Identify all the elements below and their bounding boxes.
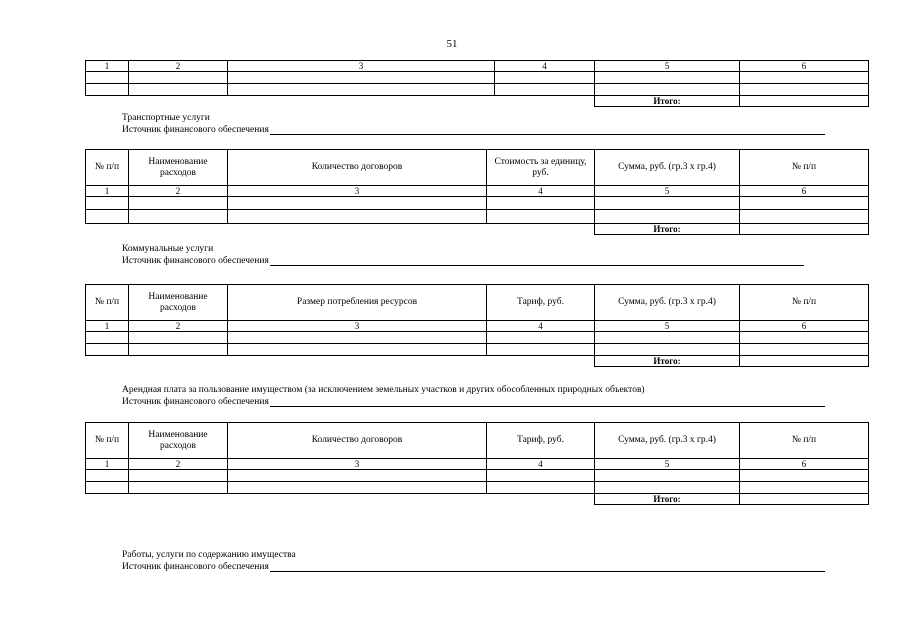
funding-source-underline <box>270 397 825 407</box>
funding-source-underline <box>270 256 804 266</box>
empty-cell <box>595 197 740 210</box>
empty-cell <box>228 197 487 210</box>
empty-cell <box>487 332 595 344</box>
empty-cell <box>740 72 869 84</box>
empty-cell <box>129 470 228 482</box>
empty-cell <box>487 197 595 210</box>
funding-source-label: Источник финансового обеспечения <box>122 562 269 572</box>
col-number: 6 <box>740 459 869 470</box>
empty-cell <box>595 332 740 344</box>
col-number: 5 <box>595 459 740 470</box>
col-number: 5 <box>595 61 740 72</box>
total-value-cell <box>740 224 869 235</box>
empty-cell <box>86 197 129 210</box>
total-label: Итого: <box>595 96 740 107</box>
empty-cell <box>86 84 129 96</box>
empty-cell <box>86 482 129 494</box>
funding-source-label: Источник финансового обеспечения <box>122 397 269 407</box>
header-expense-name: Наименование расходов <box>129 285 228 321</box>
col-number: 3 <box>228 186 487 197</box>
empty-cell <box>129 344 228 356</box>
empty-cell <box>129 482 228 494</box>
empty-cell <box>595 210 740 224</box>
col-number: 1 <box>86 321 129 332</box>
funding-source-label: Источник финансового обеспечения <box>122 256 269 266</box>
empty-cell <box>487 344 595 356</box>
empty-cell <box>129 197 228 210</box>
section-heading-maintenance: Работы, услуги по содержанию имущества <box>122 550 296 560</box>
header-sum: Сумма, руб. (гр.3 х гр.4) <box>595 150 740 186</box>
empty-cell <box>595 470 740 482</box>
empty-cell <box>740 344 869 356</box>
empty-cell <box>740 197 869 210</box>
col-number: 2 <box>129 61 228 72</box>
empty-cell <box>228 344 487 356</box>
empty-cell <box>595 482 740 494</box>
col-number: 3 <box>228 61 495 72</box>
funding-source-line <box>122 562 825 572</box>
header-tariff: Тариф, руб. <box>487 423 595 459</box>
funding-source-line <box>122 397 825 407</box>
empty-cell <box>740 332 869 344</box>
header-expense-name: Наименование расходов <box>129 150 228 186</box>
table-utilities <box>85 284 869 367</box>
col-number: 4 <box>487 321 595 332</box>
empty-cell <box>740 84 869 96</box>
col-number: 2 <box>129 459 228 470</box>
header-row-number: № п/п <box>740 285 869 321</box>
header-resource-consumption: Размер потребления ресурсов <box>228 285 487 321</box>
empty-cell <box>495 84 595 96</box>
header-tariff: Тариф, руб. <box>487 285 595 321</box>
header-row-number: № п/п <box>86 423 129 459</box>
header-sum: Сумма, руб. (гр.3 х гр.4) <box>595 285 740 321</box>
empty-cell <box>487 210 595 224</box>
empty-cell <box>228 84 495 96</box>
header-row-number: № п/п <box>740 423 869 459</box>
col-number: 3 <box>228 321 487 332</box>
empty-cell <box>129 84 228 96</box>
section-heading-transport: Транспортные услуги <box>122 113 210 123</box>
section-heading-rent: Арендная плата за пользование имуществом (за исключением земельных участков и других обособленных природных объектов) <box>122 385 645 395</box>
col-number: 4 <box>495 61 595 72</box>
header-row-number: № п/п <box>740 150 869 186</box>
empty-cell <box>86 72 129 84</box>
header-expense-name: Наименование расходов <box>129 423 228 459</box>
empty-cell <box>595 72 740 84</box>
empty-cell <box>495 72 595 84</box>
col-number: 1 <box>86 61 129 72</box>
col-number: 4 <box>487 186 595 197</box>
col-number: 6 <box>740 321 869 332</box>
empty-cell <box>228 482 487 494</box>
header-unit-price: Стоимость за единицу, руб. <box>487 150 595 186</box>
empty-cell <box>228 470 487 482</box>
col-number: 1 <box>86 459 129 470</box>
col-number: 6 <box>740 186 869 197</box>
table-transport <box>85 149 869 235</box>
empty-cell <box>86 210 129 224</box>
funding-source-underline <box>270 125 825 135</box>
total-label: Итого: <box>595 494 740 505</box>
empty-cell <box>740 470 869 482</box>
empty-cell <box>129 332 228 344</box>
col-number: 6 <box>740 61 869 72</box>
header-contract-count: Количество договоров <box>228 150 487 186</box>
table-continuation <box>85 60 869 107</box>
empty-cell <box>740 210 869 224</box>
funding-source-underline <box>270 562 825 572</box>
header-row-number: № п/п <box>86 285 129 321</box>
header-row-number: № п/п <box>86 150 129 186</box>
header-contract-count: Количество договоров <box>228 423 487 459</box>
empty-cell <box>228 210 487 224</box>
empty-cell <box>129 210 228 224</box>
table-rent <box>85 422 869 505</box>
col-number: 2 <box>129 186 228 197</box>
total-label: Итого: <box>595 356 740 367</box>
empty-cell <box>595 84 740 96</box>
funding-source-label: Источник финансового обеспечения <box>122 125 269 135</box>
empty-cell <box>228 332 487 344</box>
total-value-cell <box>740 96 869 107</box>
empty-cell <box>86 332 129 344</box>
empty-cell <box>487 482 595 494</box>
page-number: 51 <box>446 38 458 50</box>
col-number: 5 <box>595 321 740 332</box>
empty-cell <box>86 344 129 356</box>
col-number: 5 <box>595 186 740 197</box>
funding-source-line <box>122 256 804 266</box>
header-sum: Сумма, руб. (гр.3 х гр.4) <box>595 423 740 459</box>
col-number: 4 <box>487 459 595 470</box>
section-heading-utilities: Коммунальные услуги <box>122 244 214 254</box>
empty-cell <box>129 72 228 84</box>
empty-cell <box>86 470 129 482</box>
empty-cell <box>487 470 595 482</box>
empty-cell <box>228 72 495 84</box>
empty-cell <box>740 482 869 494</box>
total-label: Итого: <box>595 224 740 235</box>
total-value-cell <box>740 356 869 367</box>
total-value-cell <box>740 494 869 505</box>
col-number: 2 <box>129 321 228 332</box>
empty-cell <box>595 344 740 356</box>
funding-source-line <box>122 125 825 135</box>
col-number: 3 <box>228 459 487 470</box>
col-number: 1 <box>86 186 129 197</box>
